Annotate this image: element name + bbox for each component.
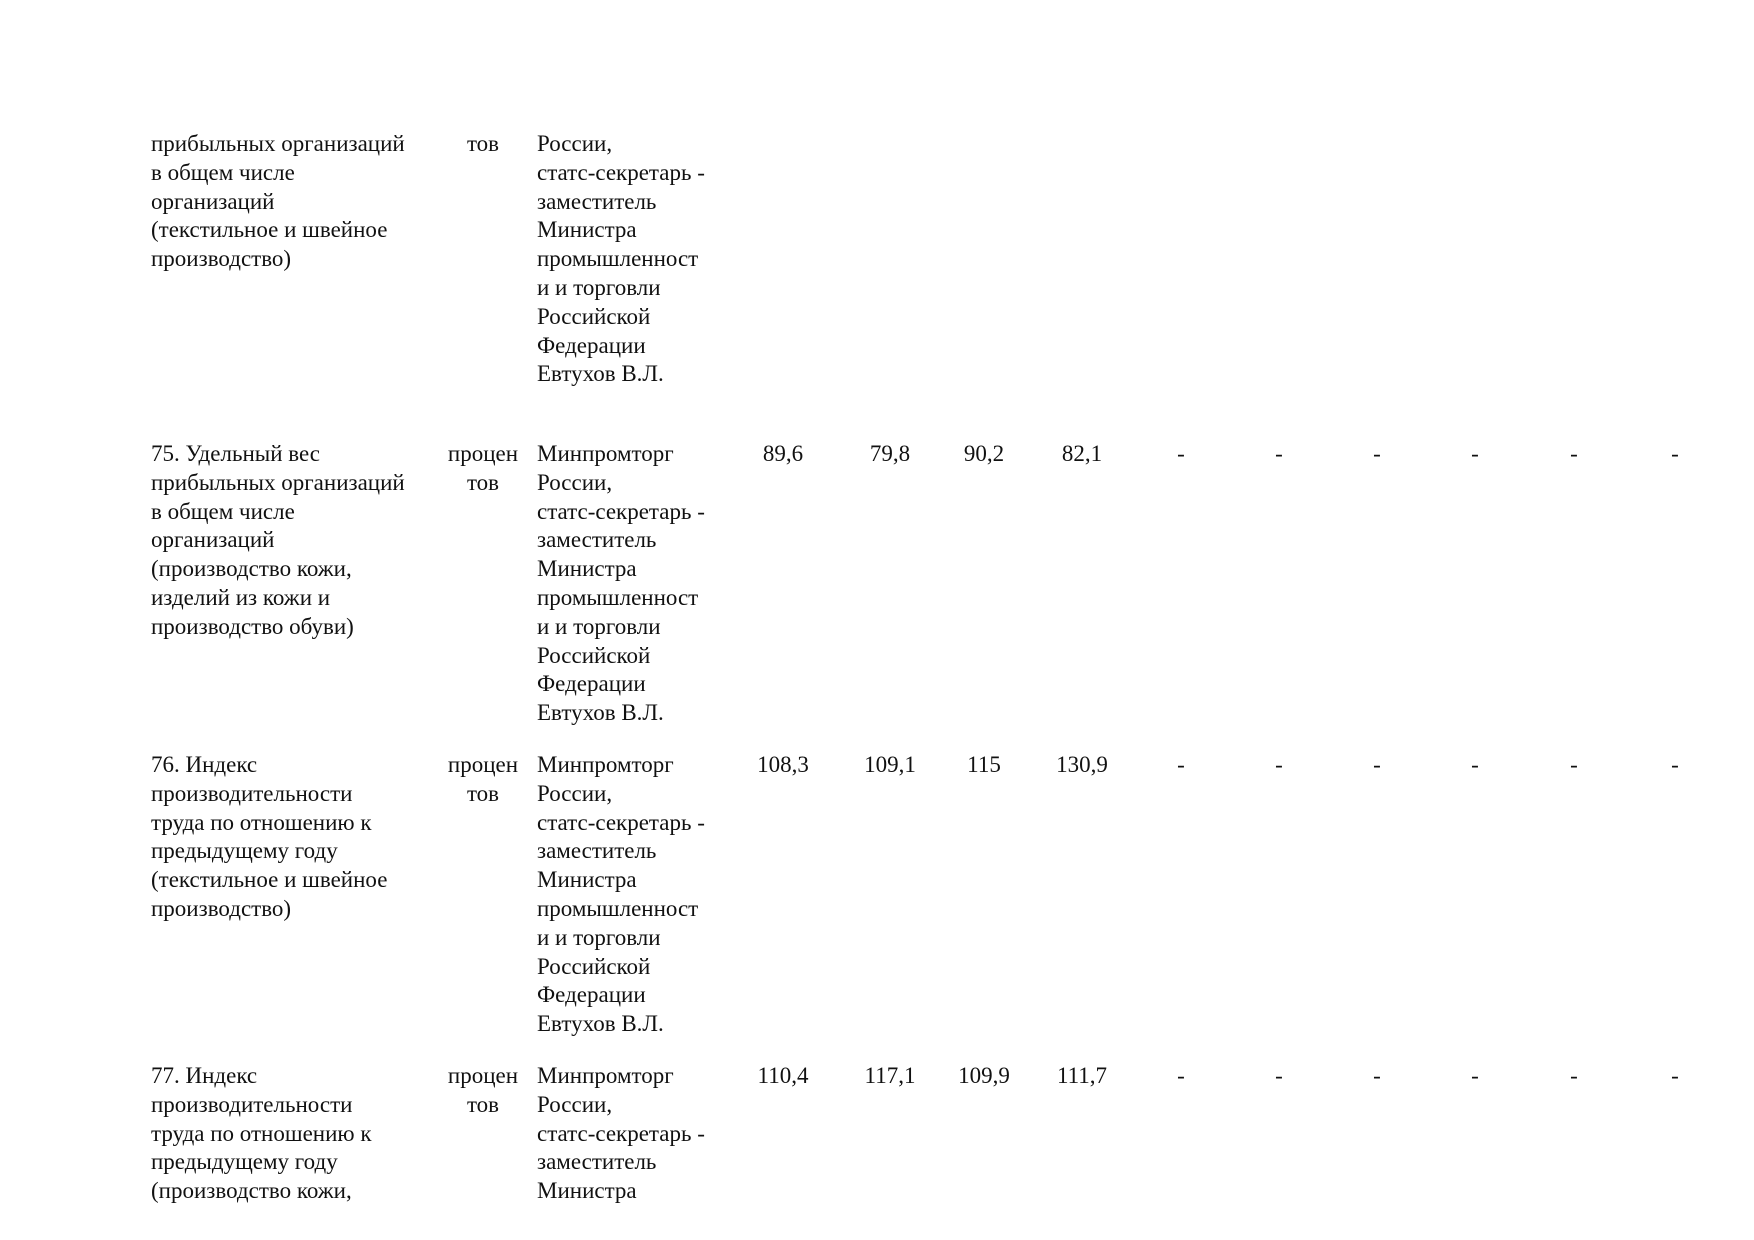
unit-of-measure: тов [466, 131, 500, 156]
responsible-party: Минпромторг России, статс-секретарь - заместитель Министра промышленност и и торговли Российской Федерации Евтухов В.Л. [537, 752, 705, 1037]
value-cell: - [1471, 752, 1479, 777]
value-cell: 89,6 [762, 441, 804, 466]
value-cell: - [1373, 752, 1381, 777]
value-cell: 108,3 [757, 752, 809, 777]
value-cell: - [1177, 1063, 1185, 1088]
value-cell: 115 [967, 752, 1001, 777]
unit-of-measure: процен тов [447, 441, 519, 495]
value-cell: - [1275, 441, 1283, 466]
unit-of-measure: процен тов [447, 752, 519, 806]
value-cell: - [1471, 441, 1479, 466]
responsible-party: Минпромторг России, статс-секретарь - заместитель Министра [537, 1063, 705, 1204]
responsible-party: Минпромторг России, статс-секретарь - заместитель Министра промышленност и и торговли Российской Федерации Евтухов В.Л. [537, 441, 705, 726]
value-cell: - [1671, 752, 1679, 777]
value-cell: 109,9 [958, 1063, 1010, 1088]
value-cell: - [1671, 441, 1679, 466]
value-cell: - [1570, 1063, 1578, 1088]
value-cell: - [1275, 1063, 1283, 1088]
value-cell: 90,2 [963, 441, 1005, 466]
value-cell: - [1177, 441, 1185, 466]
value-cell: - [1570, 441, 1578, 466]
value-cell: - [1373, 441, 1381, 466]
indicator-name: 76. Индекс производительности труда по отношению к предыдущему году (текстильное и швейное производство) [151, 752, 388, 921]
value-cell: - [1275, 752, 1283, 777]
responsible-party: России, статс-секретарь - заместитель Министра промышленност и и торговли Российской Федерации Евтухов В.Л. [537, 131, 705, 387]
value-cell: - [1373, 1063, 1381, 1088]
value-cell: 79,8 [869, 441, 911, 466]
value-cell: 111,7 [1056, 1063, 1108, 1088]
value-cell: - [1471, 1063, 1479, 1088]
indicator-name: прибыльных организаций в общем числе организаций (текстильное и швейное производство) [151, 131, 405, 272]
value-cell: - [1671, 1063, 1679, 1088]
value-cell: 130,9 [1056, 752, 1108, 777]
indicator-name: 75. Удельный вес прибыльных организаций в общем числе организаций (производство кожи, изделий из кожи и производство обуви) [151, 441, 405, 639]
value-cell: 110,4 [757, 1063, 809, 1088]
value-cell: 82,1 [1061, 441, 1103, 466]
value-cell: 117,1 [864, 1063, 916, 1088]
unit-of-measure: процен тов [447, 1063, 519, 1117]
value-cell: - [1570, 752, 1578, 777]
value-cell: 109,1 [864, 752, 916, 777]
indicator-name: 77. Индекс производительности труда по отношению к предыдущему году (производство кожи, [151, 1063, 372, 1204]
value-cell: - [1177, 752, 1185, 777]
